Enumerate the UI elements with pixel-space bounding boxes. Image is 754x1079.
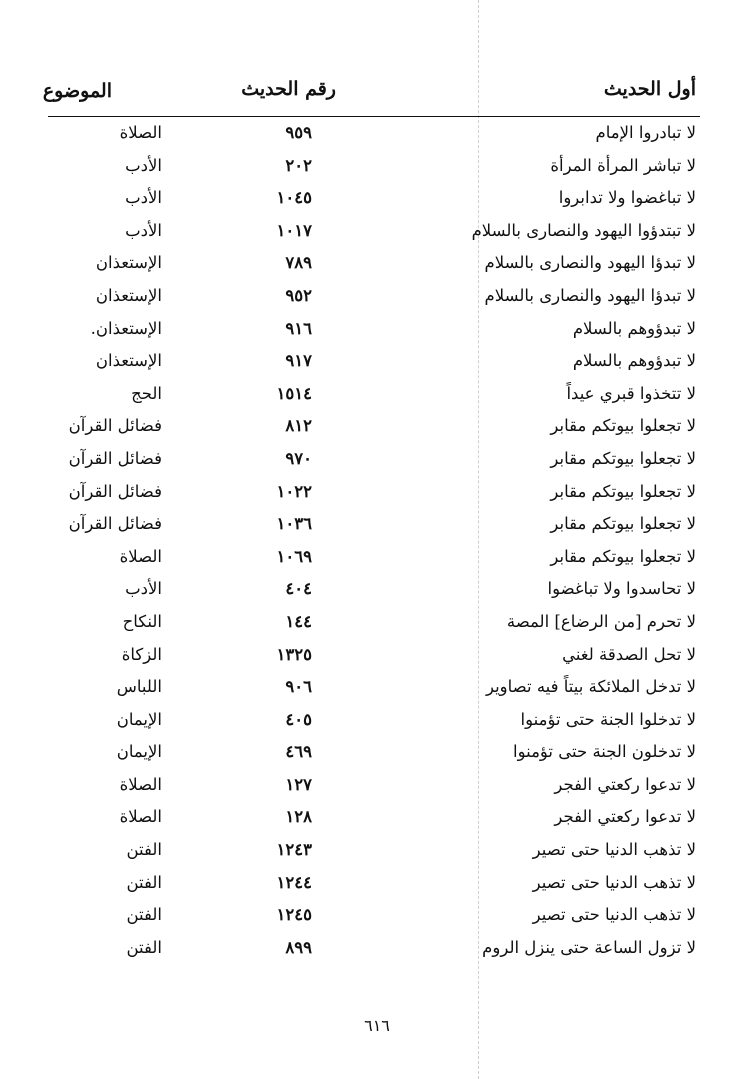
table-row — [0, 640, 754, 673]
hadith-number: ١٠٣٦ — [276, 514, 312, 534]
hadith-first-words: لا تزول الساعة حتى ينزل الروم — [482, 937, 696, 957]
hadith-topic: الصلاة — [119, 774, 162, 794]
hadith-number: ٤٠٤ — [285, 579, 312, 599]
hadith-number: ١٠٢٢ — [276, 481, 312, 501]
hadith-topic: الفتن — [126, 872, 162, 892]
hadith-topic: الفتن — [126, 840, 162, 860]
hadith-first-words: لا تبتدؤوا اليهود والنصارى بالسلام — [471, 220, 696, 240]
hadith-topic: الإيمان — [116, 742, 162, 762]
header-first-words: أول الحديث — [603, 78, 696, 100]
hadith-first-words: لا تذهب الدنيا حتى تصير — [532, 905, 696, 925]
hadith-topic: الأدب — [125, 188, 162, 208]
table-row — [0, 477, 754, 510]
hadith-first-words: لا تتخذوا قبري عيداً — [566, 383, 696, 403]
hadith-first-words: لا تحل الصدقة لغني — [562, 644, 696, 664]
hadith-number: ١٣٢٥ — [276, 644, 312, 664]
header-rule — [48, 116, 700, 117]
hadith-number: ٤٦٩ — [285, 742, 312, 762]
table-row — [0, 248, 754, 281]
table-row — [0, 314, 754, 347]
hadith-first-words: لا تحاسدوا ولا تباغضوا — [547, 579, 696, 599]
table-row — [0, 151, 754, 184]
page-number: ٦١٦ — [364, 1016, 390, 1035]
hadith-number: ٩٧٠ — [285, 448, 312, 468]
hadith-first-words: لا تبدؤا اليهود والنصارى بالسلام — [484, 253, 696, 273]
hadith-number: ٨١٢ — [285, 416, 312, 436]
table-row — [0, 118, 754, 151]
table-row — [0, 933, 754, 966]
table-row — [0, 900, 754, 933]
hadith-number: ٤٠٥ — [285, 709, 312, 729]
hadith-number: ١٥١٤ — [276, 383, 312, 403]
hadith-topic: الصلاة — [119, 807, 162, 827]
hadith-topic: الإستعذان. — [90, 318, 162, 338]
hadith-topic: الإيمان — [116, 709, 162, 729]
hadith-first-words: لا تبدؤوهم بالسلام — [572, 351, 696, 371]
table-row — [0, 770, 754, 803]
hadith-number: ٢٠٢ — [285, 155, 312, 175]
hadith-topic: الفتن — [126, 937, 162, 957]
hadith-first-words: لا تذهب الدنيا حتى تصير — [532, 872, 696, 892]
table-row — [0, 411, 754, 444]
table-row — [0, 868, 754, 901]
hadith-topic: فضائل القرآن — [68, 416, 162, 436]
table-row — [0, 607, 754, 640]
index-rows — [0, 118, 754, 965]
hadith-number: ٨٩٩ — [285, 937, 312, 957]
table-row — [0, 444, 754, 477]
hadith-first-words: لا تدعوا ركعتي الفجر — [554, 807, 696, 827]
hadith-number: ٩٥٢ — [285, 285, 312, 305]
hadith-topic: الأدب — [125, 579, 162, 599]
hadith-first-words: لا تجعلوا بيوتكم مقابر — [550, 448, 696, 468]
hadith-first-words: لا تبدؤوهم بالسلام — [572, 318, 696, 338]
hadith-topic: الحج — [131, 383, 162, 403]
table-row — [0, 281, 754, 314]
hadith-number: ٩٠٦ — [285, 677, 312, 697]
hadith-first-words: لا تجعلوا بيوتكم مقابر — [550, 514, 696, 534]
hadith-number: ١٠٦٩ — [276, 546, 312, 566]
hadith-number: ١٢٧ — [285, 774, 312, 794]
hadith-first-words: لا تجعلوا بيوتكم مقابر — [550, 546, 696, 566]
hadith-topic: فضائل القرآن — [68, 514, 162, 534]
hadith-topic: الأدب — [125, 220, 162, 240]
table-row — [0, 379, 754, 412]
hadith-number: ١٢٤٤ — [276, 872, 312, 892]
hadith-first-words: لا تدخلون الجنة حتى تؤمنوا — [512, 742, 696, 762]
hadith-first-words: لا تباغضوا ولا تدابروا — [558, 188, 696, 208]
table-row — [0, 183, 754, 216]
hadith-number: ٧٨٩ — [285, 253, 312, 273]
hadith-first-words: لا تبادروا الإمام — [595, 123, 696, 142]
hadith-first-words: لا تدخلوا الجنة حتى تؤمنوا — [520, 709, 696, 729]
hadith-first-words: لا تذهب الدنيا حتى تصير — [532, 840, 696, 860]
hadith-topic: الإستعذان — [95, 285, 162, 305]
hadith-topic: الفتن — [126, 905, 162, 925]
hadith-topic: الإستعذان — [95, 253, 162, 273]
hadith-number: ١٢٨ — [285, 807, 312, 827]
hadith-number: ١٤٤ — [285, 611, 312, 631]
header-topic: الموضوع — [42, 80, 112, 102]
table-row — [0, 346, 754, 379]
hadith-topic: الإستعذان — [95, 351, 162, 371]
hadith-number: ٩٥٩ — [285, 123, 312, 142]
table-row — [0, 216, 754, 249]
hadith-number: ١٢٤٣ — [276, 840, 312, 860]
hadith-number: ٩١٦ — [285, 318, 312, 338]
table-row — [0, 574, 754, 607]
hadith-first-words: لا تدخل الملائكة بيتاً فيه تصاوير — [485, 677, 696, 697]
hadith-topic: الزكاة — [121, 644, 162, 664]
table-row — [0, 509, 754, 542]
hadith-first-words: لا تدعوا ركعتي الفجر — [554, 774, 696, 794]
table-row — [0, 672, 754, 705]
hadith-first-words: لا تبدؤا اليهود والنصارى بالسلام — [484, 285, 696, 305]
hadith-first-words: لا تجعلوا بيوتكم مقابر — [550, 416, 696, 436]
hadith-topic: اللباس — [116, 677, 162, 697]
hadith-number: ١٠١٧ — [276, 220, 312, 240]
table-row — [0, 835, 754, 868]
table-row — [0, 737, 754, 770]
table-row — [0, 542, 754, 575]
table-row — [0, 802, 754, 835]
hadith-topic: الأدب — [125, 155, 162, 175]
hadith-first-words: لا تحرم [من الرضاع] المصة — [506, 611, 696, 631]
hadith-topic: الصلاة — [119, 123, 162, 142]
hadith-number: ١٠٤٥ — [276, 188, 312, 208]
hadith-number: ٩١٧ — [285, 351, 312, 371]
hadith-topic: الصلاة — [119, 546, 162, 566]
header-hadith-number: رقم الحديث — [241, 78, 336, 100]
hadith-number: ١٢٤٥ — [276, 905, 312, 925]
hadith-first-words: لا تجعلوا بيوتكم مقابر — [550, 481, 696, 501]
table-row — [0, 705, 754, 738]
hadith-topic: فضائل القرآن — [68, 448, 162, 468]
hadith-first-words: لا تباشر المرأة المرأة — [550, 155, 696, 175]
hadith-topic: النكاح — [122, 611, 162, 631]
hadith-topic: فضائل القرآن — [68, 481, 162, 501]
table-header — [0, 72, 754, 112]
